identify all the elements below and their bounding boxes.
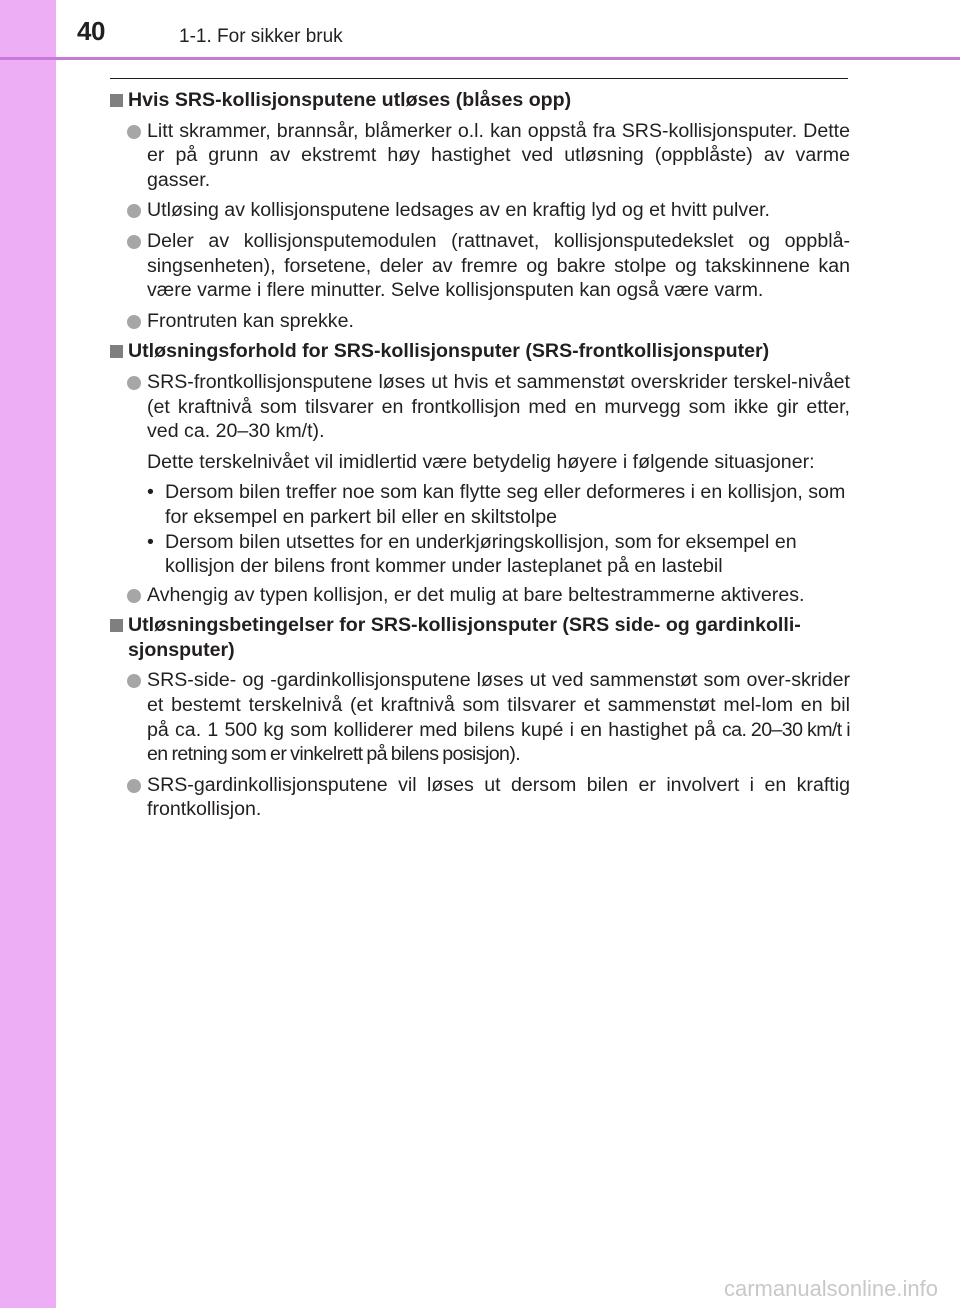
list-item-text: SRS-gardinkollisjonsputene vil løses ut dersom bilen er involvert i en kraftig frontkollisjon. xyxy=(147,773,850,821)
list-item xyxy=(110,773,850,822)
heading-text: Utløsningsbetingelser for SRS-kollisjonsputer (SRS side- og gardinkolli-sjonsputer) xyxy=(128,614,801,661)
list-item-text: Frontruten kan sprekke. xyxy=(147,309,354,332)
section-rule xyxy=(110,78,848,79)
circle-bullet-icon xyxy=(127,315,141,329)
heading-text: Hvis SRS-kollisjonsputene utløses (blåses opp) xyxy=(128,89,572,111)
circle-bullet-icon xyxy=(127,376,141,390)
circle-bullet-icon xyxy=(127,589,141,603)
circle-bullet-icon xyxy=(127,204,141,218)
watermark-text: carmanualsonline.info xyxy=(723,1276,938,1301)
sub-list-item-text: Dersom bilen utsettes for en underkjøringskollisjon, som for eksempel en kollisjon der bilens front kommer under lasteplanet på en lastebil xyxy=(165,530,797,578)
section-heading-1 xyxy=(110,88,850,113)
list-item xyxy=(110,229,850,303)
circle-bullet-icon xyxy=(127,125,141,139)
list-item xyxy=(110,119,850,193)
side-tab-strip xyxy=(0,0,56,1308)
list-item xyxy=(110,370,850,444)
list-item xyxy=(110,309,850,334)
dot-bullet-icon: • xyxy=(147,481,154,504)
list-item xyxy=(110,583,850,608)
section-heading-2 xyxy=(110,339,850,364)
list-item-text: Litt skrammer, brannsår, blåmerker o.l. kan oppstå fra SRS-kollisjonsputer. Dette er på grunn av ekstremt høy hastighet ved utløsning (oppblåste) av varme gasser. xyxy=(147,119,850,191)
sub-list-item-text: Dersom bilen treffer noe som kan flytte seg eller deformeres i en kollisjon, som for eksempel en parkert bil eller en skiltstolpe xyxy=(165,481,846,528)
header-divider xyxy=(0,57,960,60)
dot-bullet-icon: • xyxy=(147,530,154,553)
circle-bullet-icon xyxy=(127,674,141,688)
page-header xyxy=(0,0,960,58)
list-item-text: Avhengig av typen kollisjon, er det mulig at bare beltestrammerne aktiveres. xyxy=(147,583,805,606)
sub-list-item xyxy=(110,530,850,579)
circle-bullet-icon xyxy=(127,779,141,793)
chapter-title: 1-1. For sikker bruk xyxy=(179,26,343,47)
list-item-text: SRS-frontkollisjonsputene løses ut hvis et sammenstøt overskrider terskel-nivået (et kraftnivå som tilsvarer en frontkollisjon med en murvegg som ikke gir etter, ved ca. 20–30 km/t). xyxy=(147,370,850,443)
paragraph: Dette terskelnivået vil imidlertid være betydelig høyere i følgende situasjoner: xyxy=(147,450,815,473)
heading-text: Utløsningsforhold for SRS-kollisjonsputer (SRS-frontkollisjonsputer) xyxy=(128,340,770,363)
section-heading-3 xyxy=(110,613,850,662)
list-item xyxy=(110,198,850,223)
header-tab xyxy=(0,0,56,58)
sub-list-item xyxy=(110,480,850,529)
page-content xyxy=(110,88,850,828)
list-item xyxy=(110,668,850,766)
list-item-text-tail: ca. 20–30 km/t i en retning som er vinkelrett på bilens posisjon). xyxy=(147,718,850,766)
list-item-text: Utløsing av kollisjonsputene ledsages av en kraftig lyd og et hvitt pulver. xyxy=(147,199,770,222)
square-bullet-icon xyxy=(110,345,123,358)
circle-bullet-icon xyxy=(127,235,141,249)
square-bullet-icon xyxy=(110,94,123,107)
square-bullet-icon xyxy=(110,619,123,632)
list-item-text: Deler av kollisjonsputemodulen (rattnavet, kollisjonsputedekslet og oppblå-singsenheten), forsetene, deler av fremre og bakre stolpe og takskinnene kan være varme i flere minutter. Selve kollisjonsputen kan også være varm. xyxy=(147,229,850,302)
page-number: 40 xyxy=(77,16,105,46)
list-item-text: SRS-side- og -gardinkollisjonsputene løses ut ved sammenstøt som over-skrider et bestemt terskelnivå (et kraftnivå som tilsvarer et sammenstøt mel-lom en bil på ca. 1 500 kg som kolliderer med bilens kupé i en hastighet på xyxy=(147,669,850,741)
